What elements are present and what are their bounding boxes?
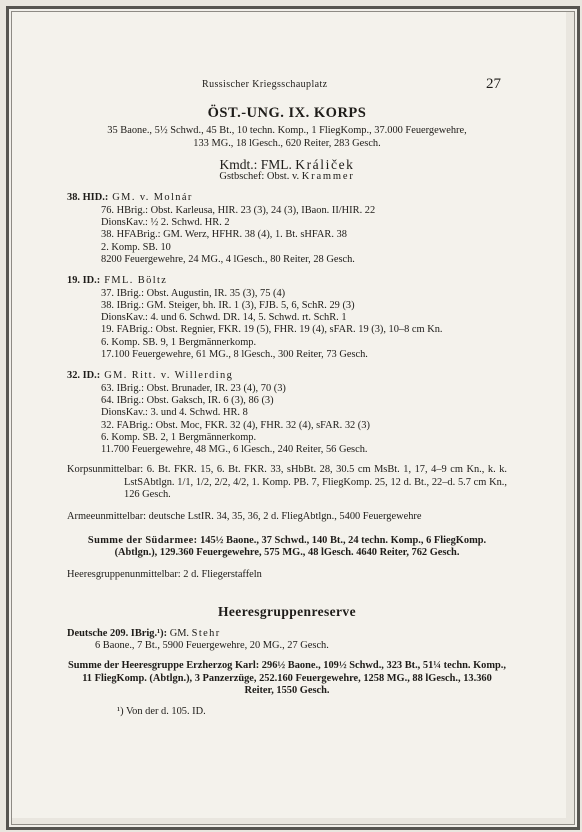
division-19 [67, 275, 507, 361]
division-19-cmd: FML. [100, 275, 138, 287]
reserve-brigade-id: Deutsche 209. IBrig.¹): [67, 627, 168, 639]
corps-title: ÖST.-UNG. IX. KORPS [207, 105, 367, 121]
reserve-heading: Heeresgruppenreserve [218, 603, 356, 619]
division-19-line: 38. IBrig.: GM. Steiger, bh. IR. 1 (3), FJB. 5, 6, SchR. 29 (3) [101, 299, 355, 311]
division-38-heading [67, 192, 507, 204]
division-19-id: 19. ID.: [67, 275, 101, 287]
staff-name: Krammer [301, 171, 355, 183]
division-38-line: 8200 Feuergewehre, 24 MG., 4 lGesch., 80 Reiter, 28 Gesch. [101, 253, 355, 265]
division-19-line: 19. FABrig.: Obst. Regnier, FKR. 19 (5), FHR. 19 (4), sFAR. 19 (3), 10–8 cm Kn. [101, 324, 443, 336]
staff-label: Gstbschef: Obst. v. [219, 171, 302, 183]
division-38 [67, 192, 507, 266]
summary-suedarmee-label: Summe der Südarmee: [87, 534, 198, 546]
division-38-line: 76. HBrig.: Obst. Karleusa, HIR. 23 (3), 24 (3), IBaon. II/HIR. 22 [101, 204, 376, 216]
footnote: ¹) Von der d. 105. ID. [117, 706, 206, 718]
corps-troops-paragraph: Korpsunmittelbar: 6. Bt. FKR. 15, 6. Bt. FKR. 33, sHbBt. 28, 30.5 cm MsBt. 1, 17, 4–9 cm Kn., k. k. LstSAbtlgn. 1/1, 1/2, 2/2, 4/2, 1. Komp. PB. 7, FliegKomp. 25, 12 d. Bt., 22–d. 5.7 cm Kn., 126 Gesch. [67, 464, 507, 501]
commander-label: Kmdt.: FML. [219, 156, 296, 172]
summary-suedarmee-text: 145½ Baone., 37 Schwd., 140 Bt., 24 techn. Komp., 6 FliegKomp. (Abtlgn.), 129.360 Feuergewehre, 575 MG., 48 lGesch. 4640 Reiter, 762 Gesch. [114, 534, 487, 558]
division-19-line: 6. Komp. SB. 9, 1 Bergmännerkomp. [101, 336, 257, 348]
division-32-id: 32. ID.: [67, 370, 101, 382]
page-number: 27 [486, 76, 501, 92]
commander-name: Králiček [295, 156, 355, 172]
summary-suedarmee [67, 535, 507, 560]
division-32-name: Willerding [174, 370, 234, 382]
division-32-line: 6. Komp. SB. 2, 1 Bergmännerkomp. [101, 431, 257, 443]
division-38-cmd: GM. v. [108, 192, 154, 204]
division-32-line: 63. IBrig.: Obst. Brunader, IR. 23 (4), 70 (3) [101, 382, 286, 394]
group-troops-line: Heeresgruppenunmittelbar: 2 d. Fliegerstaffeln [67, 569, 262, 581]
division-38-line: 2. Komp. SB. 10 [101, 241, 171, 253]
division-32-line: 64. IBrig.: Obst. Gaksch, IR. 6 (3), 86 (3) [101, 394, 274, 406]
running-header [12, 76, 566, 94]
division-38-line: 38. HFABrig.: GM. Werz, HFHR. 38 (4), 1. Bt. sHFAR. 38 [101, 229, 347, 241]
reserve-brigade-strength: 6 Baone., 7 Bt., 5900 Feuergewehre, 20 MG., 27 Gesch. [95, 640, 329, 652]
division-32-cmd: GM. Ritt. v. [100, 370, 175, 382]
division-38-id: 38. HID.: [67, 192, 109, 204]
division-32 [67, 370, 507, 456]
division-32-line: 11.700 Feuergewehre, 48 MG., 6 lGesch., 240 Reiter, 56 Gesch. [101, 444, 368, 456]
header-title: Russischer Kriegsschauplatz [202, 79, 328, 90]
chief-of-staff [67, 171, 507, 183]
division-19-name: Böltz [137, 275, 168, 287]
division-19-line: 37. IBrig.: Obst. Augustin, IR. 35 (3), 75 (4) [101, 287, 286, 299]
division-32-line: DionsKav.: 3. und 4. Schwd. HR. 8 [101, 407, 248, 419]
book-page [12, 12, 566, 818]
division-19-line: DionsKav.: 4. und 6. Schwd. DR. 14, 5. Schwd. rt. SchR. 1 [101, 312, 347, 324]
corps-commander [67, 156, 507, 172]
division-19-heading [67, 275, 507, 287]
reserve-brigade-cmd: GM. [167, 627, 192, 639]
page-content [67, 107, 507, 719]
corps-strength-2: 133 MG., 18 lGesch., 620 Reiter, 283 Gesch. [193, 137, 381, 149]
reserve-brigade [67, 628, 507, 640]
reserve-brigade-name: Stehr [191, 627, 221, 639]
summary-heeresgruppe: Summe der Heeresgruppe Erzherzog Karl: 296½ Baone., 109½ Schwd., 323 Bt., 51¼ techn. Komp., 11 FliegKomp. (Abtlgn.), 3 Panzerzüge, 252.160 Feuergewehre, 1258 MG., 88 lGesch., 13.360 Reiter, 1550 Gesch. [67, 660, 506, 696]
division-38-line: DionsKav.: ½ 2. Schwd. HR. 2 [101, 217, 230, 229]
division-19-line: 17.100 Feuergewehre, 61 MG., 8 lGesch., 300 Reiter, 73 Gesch. [101, 349, 368, 361]
army-troops-line: Armeeunmittelbar: deutsche LstIR. 34, 35, 36, 2 d. FliegAbtlgn., 5400 Feuergewehre [67, 511, 422, 523]
division-32-heading [67, 370, 507, 382]
division-32-line: 32. FABrig.: Obst. Moc, FKR. 32 (4), FHR. 32 (4), sFAR. 32 (3) [101, 419, 370, 431]
corps-strength-1: 35 Baone., 5½ Schwd., 45 Bt., 10 techn. Komp., 1 FliegKomp., 37.000 Feuergewehre, [107, 125, 467, 137]
division-38-name: Molnár [153, 192, 193, 204]
